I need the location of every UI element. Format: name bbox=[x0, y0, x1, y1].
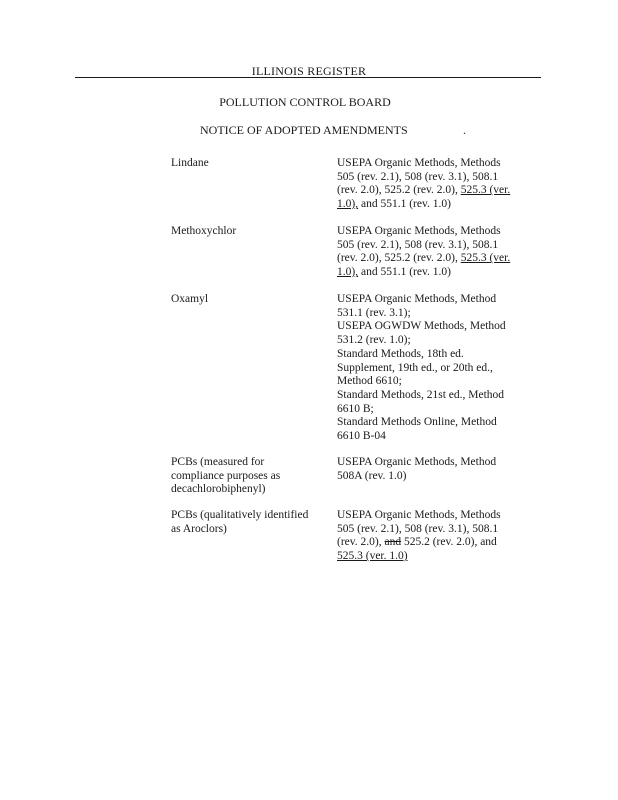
method-citation bbox=[337, 509, 537, 564]
analyte-line: compliance purposes as bbox=[171, 469, 281, 482]
method-text: Supplement, 19th ed., or 20th ed., bbox=[337, 361, 493, 374]
method-text: USEPA OGWDW Methods, Method bbox=[337, 320, 506, 333]
analyte-line: as Aroclors) bbox=[171, 522, 227, 535]
method-line bbox=[337, 225, 537, 239]
analyte-line: Oxamyl bbox=[171, 293, 209, 305]
method-text: 525.2 (rev. 2.0), and bbox=[401, 536, 497, 549]
method-text: (rev. 2.0), bbox=[337, 536, 385, 549]
analyte-line: Lindane bbox=[171, 157, 209, 169]
analyte-line: PCBs (measured for bbox=[171, 456, 265, 468]
analyte-name bbox=[171, 509, 331, 536]
board-name: POLLUTION CONTROL BOARD bbox=[219, 95, 391, 109]
method-line bbox=[337, 239, 537, 253]
analyte-name bbox=[171, 293, 331, 307]
method-citation bbox=[337, 157, 537, 212]
notice-mark: . bbox=[463, 123, 466, 137]
method-text: and 551.1 (rev. 1.0) bbox=[358, 266, 451, 279]
method-text: (rev. 2.0), 525.2 (rev. 2.0), bbox=[337, 184, 461, 197]
method-text: USEPA Organic Methods, Method bbox=[337, 293, 497, 305]
method-text: USEPA Organic Methods, Methods bbox=[337, 509, 501, 521]
method-citation bbox=[337, 225, 537, 280]
method-citation bbox=[337, 456, 537, 483]
method-text: and 551.1 (rev. 1.0) bbox=[358, 198, 451, 211]
method-text: USEPA Organic Methods, Methods bbox=[337, 225, 501, 237]
inserted-text: 1.0), bbox=[337, 266, 359, 279]
method-text: 6610 B; bbox=[337, 402, 374, 415]
method-line bbox=[337, 348, 537, 362]
method-line bbox=[337, 375, 537, 389]
method-text: Standard Methods, 21st ed., Method bbox=[337, 388, 505, 401]
analyte-name bbox=[171, 456, 331, 497]
method-line bbox=[337, 403, 537, 417]
method-line bbox=[337, 550, 537, 564]
inserted-text: 1.0), bbox=[337, 198, 359, 211]
analyte-line: PCBs (qualitatively identified bbox=[171, 509, 309, 521]
method-line bbox=[337, 389, 537, 403]
method-line bbox=[337, 362, 537, 376]
method-text: 505 (rev. 2.1), 508 (rev. 3.1), 508.1 bbox=[337, 238, 499, 251]
method-line bbox=[337, 536, 537, 550]
method-line bbox=[337, 523, 537, 537]
method-text: 531.2 (rev. 1.0); bbox=[337, 334, 411, 347]
analyte-name bbox=[171, 225, 331, 239]
method-line bbox=[337, 470, 537, 484]
method-line bbox=[337, 416, 537, 430]
analyte-line: decachlorobiphenyl) bbox=[171, 483, 266, 496]
method-line bbox=[337, 293, 537, 307]
notice-heading: NOTICE OF ADOPTED AMENDMENTS bbox=[200, 123, 408, 137]
method-line bbox=[337, 509, 537, 523]
method-text: Method 6610; bbox=[337, 375, 402, 388]
method-line bbox=[337, 252, 537, 266]
inserted-text: 525.3 (ver. 1.0) bbox=[337, 550, 408, 563]
method-line bbox=[337, 456, 537, 470]
analyte-name bbox=[171, 157, 331, 171]
method-line bbox=[337, 307, 537, 321]
method-text: Standard Methods, 18th ed. bbox=[337, 347, 464, 360]
inserted-text: 525.3 (ver. bbox=[460, 184, 511, 197]
method-text: USEPA Organic Methods, Method bbox=[337, 456, 497, 468]
method-line bbox=[337, 334, 537, 348]
analyte-line: Methoxychlor bbox=[171, 225, 237, 237]
method-text: 531.1 (rev. 3.1); bbox=[337, 306, 411, 319]
method-text: 505 (rev. 2.1), 508 (rev. 3.1), 508.1 bbox=[337, 170, 499, 183]
method-line bbox=[337, 157, 537, 171]
method-text: USEPA Organic Methods, Methods bbox=[337, 157, 501, 169]
method-line bbox=[337, 266, 537, 280]
method-line bbox=[337, 430, 537, 444]
method-text: 505 (rev. 2.1), 508 (rev. 3.1), 508.1 bbox=[337, 522, 499, 535]
method-text: Standard Methods Online, Method bbox=[337, 416, 497, 429]
method-line bbox=[337, 320, 537, 334]
register-title: ILLINOIS REGISTER bbox=[251, 64, 367, 78]
method-text: 6610 B-04 bbox=[337, 430, 386, 443]
deleted-text: and bbox=[384, 536, 402, 549]
method-text: 508A (rev. 1.0) bbox=[337, 469, 407, 482]
inserted-text: 525.3 (ver. bbox=[460, 252, 511, 265]
method-citation bbox=[337, 293, 537, 444]
method-text: (rev. 2.0), 525.2 (rev. 2.0), bbox=[337, 252, 461, 265]
method-line bbox=[337, 171, 537, 185]
method-line bbox=[337, 184, 537, 198]
method-line bbox=[337, 198, 537, 212]
header-rule bbox=[75, 77, 541, 78]
